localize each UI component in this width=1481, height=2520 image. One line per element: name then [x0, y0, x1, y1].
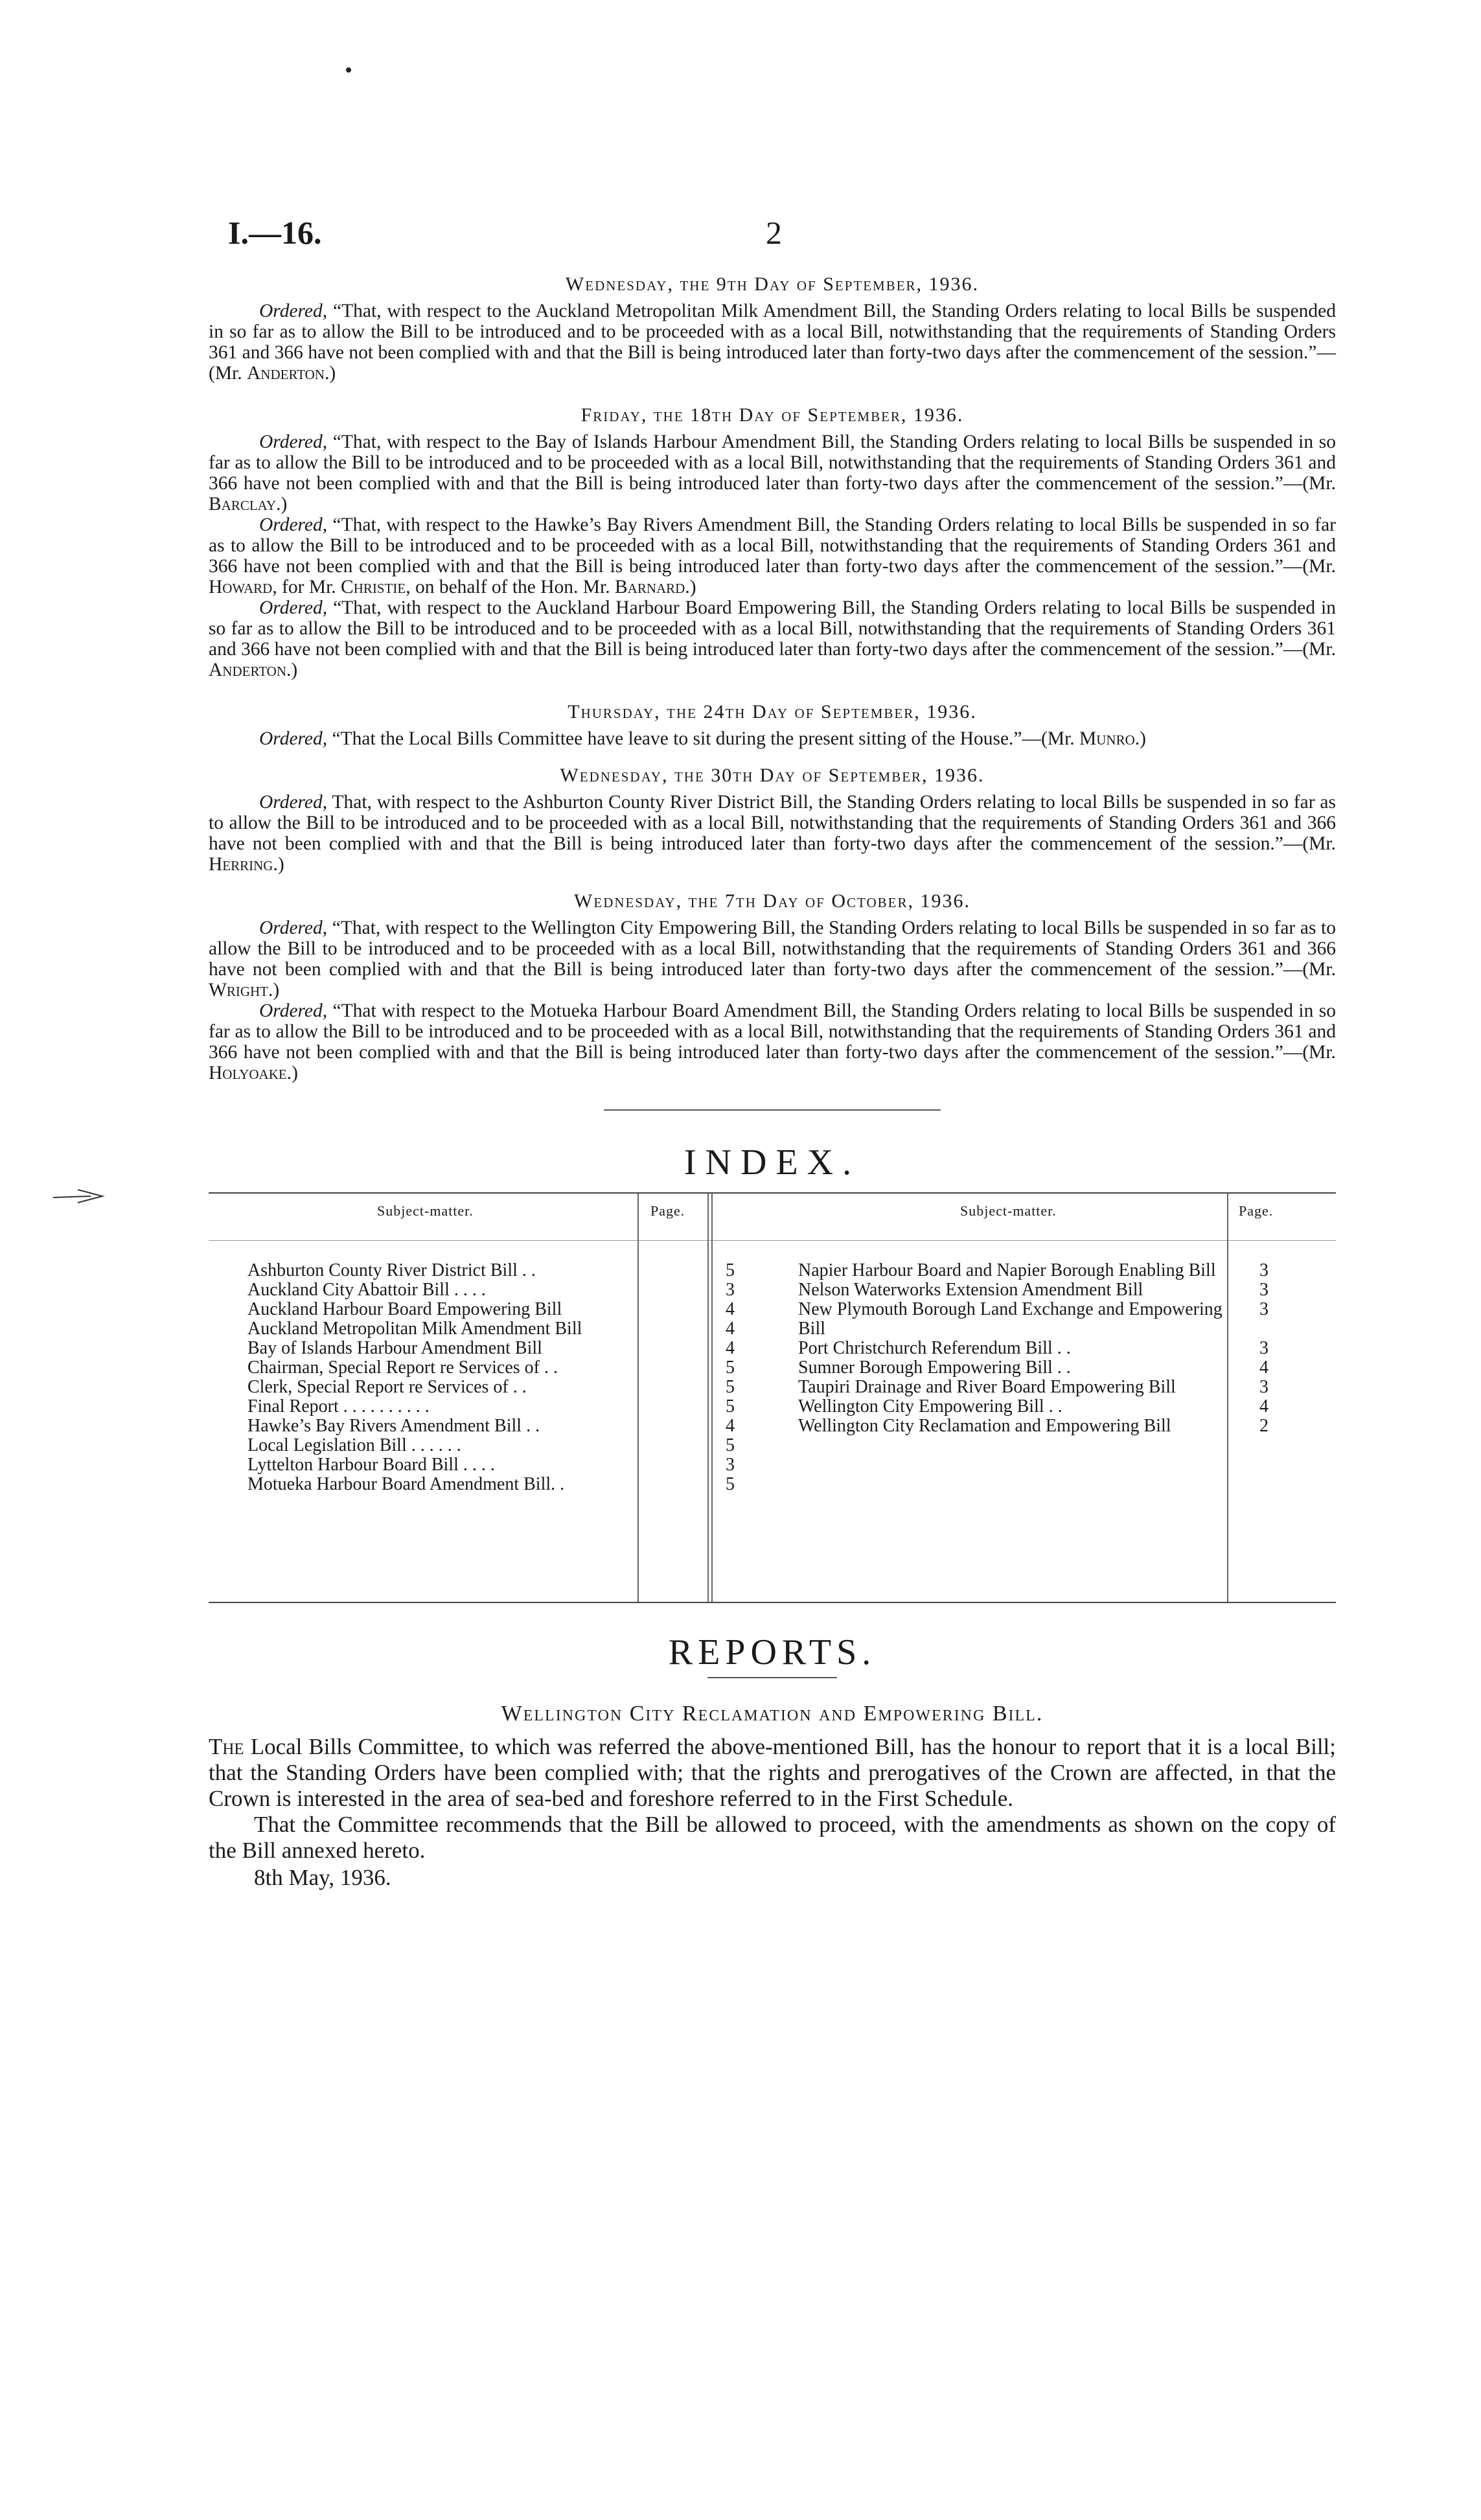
index-page: 3 [1259, 1338, 1269, 1358]
header-rule [209, 1240, 1336, 1241]
index-page: 3 [1259, 1260, 1269, 1280]
ordered-word: Ordered, [259, 597, 328, 618]
order-text: That, with respect to the Ashburton County River District Bill, the Standing Orders relating to local Bills be suspended in so far as to allow the Bill to be introduced and to be proceeded with as a local Bill, notwithstanding that the requirements of Standing Orders 361 and 366 have not been complied with and that the Bill is being introduced later than forty-two days after the commencement of the session.”—(Mr. [209, 792, 1337, 854]
ordered-word: Ordered, [259, 728, 328, 749]
ordered-word: Ordered, [259, 1000, 328, 1021]
order-text: “That, with respect to the Bay of Islands Harbour Amendment Bill, the Standing Orders relating to local Bills be suspended in so far as to allow the Bill to be introduced and to be proceeded with as a local Bill, notwithstanding that the requirements of Standing Orders 361 and 366 have not been complied with and that the Bill is being introduced later than forty-two days after the commencement of the session.”—(Mr. [209, 432, 1336, 494]
list-item [247, 1475, 818, 1494]
list-item [247, 1416, 818, 1436]
index-page: 5 [726, 1396, 735, 1416]
order-end: .) [325, 363, 336, 384]
index-page: 5 [726, 1435, 735, 1455]
date-heading: Wednesday, the 9th Day of September, 1936. [565, 273, 980, 295]
order-paragraph [209, 597, 1336, 680]
list-item [247, 1397, 818, 1416]
index-page: 3 [726, 1455, 735, 1475]
order-text: “That, with respect to the Wellington City Empowering Bill, the Standing Orders relating to local Bills be suspended in so far as to allow the Bill to be introduced and to be proceeded with as a local Bill, notwithstanding that the requirements of Standing Orders 361 and 366 have not been complied with and that the Bill is being introduced later than forty-two days after the commencement of the session.”—(Mr. [209, 918, 1336, 980]
ordered-word: Ordered, [259, 432, 328, 452]
list-item [798, 1300, 1316, 1339]
order-text: “That, with respect to the Hawke’s Bay Rivers Amendment Bill, the Standing Orders relating to local Bills be suspended in so far as to allow the Bill to be introduced and to be proceeded with as a local Bill, notwithstanding that the requirements of Standing Orders 361 and 366 have not been complied with and that the Bill is being introduced later than forty-two days after the commencement of the session.”—(Mr. [209, 514, 1337, 577]
index-subject: Ashburton County River District Bill . . [247, 1260, 536, 1280]
date-heading: Friday, the 18th Day of September, 1936. [580, 404, 964, 426]
index-subject: Motueka Harbour Board Amendment Bill. . [247, 1474, 565, 1494]
ordered-word: Ordered, [259, 792, 328, 813]
index-subject: Local Legislation Bill . . . . . . [247, 1435, 461, 1455]
order-paragraph [209, 301, 1336, 384]
list-item [798, 1358, 1316, 1378]
index-page: 3 [1259, 1299, 1269, 1319]
index-list-left [247, 1261, 818, 1494]
index-subject: Final Report . . . . . . . . . . [247, 1396, 430, 1416]
list-item [247, 1319, 818, 1339]
list-item [247, 1358, 818, 1378]
member-name: Howard [209, 577, 273, 597]
report-paragraph: That the Committee recommends that the Bill be allowed to proceed, with the amendments as shown on the copy of the Bill annexed hereto. [209, 1812, 1336, 1863]
page-header [228, 214, 1342, 253]
document-reference: I.—16. [228, 214, 322, 251]
report-lead-word: The [209, 1734, 244, 1759]
document-body [209, 272, 1336, 1892]
order-end: .) [1134, 728, 1146, 749]
index-subject: Port Christchurch Referendum Bill . . [798, 1338, 1071, 1358]
index-subject: Hawke’s Bay Rivers Amendment Bill . . [247, 1416, 540, 1436]
index-subject: Nelson Waterworks Extension Amendment Bill [798, 1280, 1143, 1300]
list-item [247, 1280, 818, 1300]
index-subject: Lyttelton Harbour Board Bill . . . . [247, 1455, 495, 1475]
member-name: Holyoake [209, 1063, 287, 1083]
list-item [247, 1300, 818, 1319]
index-title: INDEX. [683, 1142, 861, 1183]
index-page: 5 [726, 1358, 735, 1378]
index-subject: Taupiri Drainage and River Board Empowering Bill [798, 1377, 1176, 1397]
index-page: 4 [1259, 1396, 1269, 1416]
index-subject: Wellington City Empowering Bill . . [798, 1396, 1062, 1416]
order-text: “That, with respect to the Auckland Metropolitan Milk Amendment Bill, the Standing Orders relating to local Bills be suspended in so far as to allow the Bill to be introduced and to be proceeded with as a local Bill, notwithstanding that the requirements of Standing Orders 361 and 366 have not been complied with and that the Bill is being introduced later than forty-two days after the commencement of the session.”—(Mr. [209, 301, 1337, 384]
index-page: 5 [726, 1260, 735, 1280]
column-header-page: Page. [650, 1203, 685, 1219]
order-end: .) [286, 1063, 298, 1083]
order-end: .) [286, 660, 298, 680]
index-page: 5 [726, 1377, 735, 1397]
margin-arrow-mark [52, 1186, 110, 1205]
order-end: .) [685, 577, 696, 597]
order-paragraph [209, 432, 1336, 514]
ink-speck [346, 67, 351, 73]
index-list-right [798, 1261, 1316, 1436]
page-number: 2 [766, 214, 782, 251]
index-page: 3 [726, 1280, 735, 1300]
index-subject: Sumner Borough Empowering Bill . . [798, 1358, 1071, 1378]
index-subject: Bay of Islands Harbour Amendment Bill [247, 1338, 542, 1358]
list-item [247, 1378, 818, 1397]
order-paragraph [209, 1000, 1336, 1083]
index-page: 5 [726, 1474, 735, 1494]
list-item [798, 1416, 1316, 1436]
order-end: .) [276, 494, 288, 514]
ordered-word: Ordered, [259, 514, 328, 535]
report-heading: Wellington City Reclamation and Empowering Bill. [501, 1702, 1044, 1726]
column-header-subject: Subject-matter. [960, 1203, 1057, 1219]
index-page: 2 [1259, 1416, 1269, 1436]
member-name: Barclay [209, 494, 277, 514]
member-name: Christie [341, 577, 406, 597]
reports-title: REPORTS. [668, 1632, 877, 1672]
list-item [798, 1397, 1316, 1416]
date-heading: Wednesday, the 30th Day of September, 1936. [560, 765, 985, 786]
member-name: Anderton [247, 363, 325, 384]
member-name: Wright [209, 980, 269, 1000]
ordered-word: Ordered, [259, 301, 328, 321]
index-page: 4 [1259, 1358, 1269, 1378]
ordered-word: Ordered, [259, 918, 328, 938]
index-page: 4 [726, 1319, 735, 1339]
order-text: , on behalf of the Hon. Mr. [406, 577, 615, 597]
index-subject: Chairman, Special Report re Services of . . [247, 1358, 558, 1378]
order-text: “That, with respect to the Auckland Harbour Board Empowering Bill, the Standing Orders relating to local Bills be suspended in so far as to allow the Bill to be introduced and to be proceeded with as a local Bill, notwithstanding that the requirements of Standing Orders 361 and 366 have not been complied with and that the Bill is being introduced later than forty-two days after the commencement of the session.”—(Mr. [209, 597, 1336, 660]
list-item [247, 1339, 818, 1358]
column-header-subject: Subject-matter. [377, 1203, 474, 1219]
order-paragraph [209, 792, 1336, 875]
order-text: “That the Local Bills Committee have leave to sit during the present sitting of the House.”—(Mr. [332, 728, 1080, 749]
report-text: Local Bills Committee, to which was referred the above-mentioned Bill, has the honour to report that it is a local Bill; that the Standing Orders have been complied with; that the rights and prerogatives of the Crown are affected, in that the Crown is interested in the area of sea-bed and foreshore referred to in the First Schedule. [209, 1734, 1336, 1811]
order-text: , for Mr. [272, 577, 341, 597]
member-name: Barnard [615, 577, 685, 597]
order-end: .) [273, 854, 284, 875]
list-item [798, 1261, 1316, 1280]
index-subject: Auckland Metropolitan Milk Amendment Bill [247, 1319, 582, 1339]
index-page: 3 [1259, 1377, 1269, 1397]
order-text: “That with respect to the Motueka Harbour Board Amendment Bill, the Standing Orders relating to local Bills be suspended in so far as to allow the Bill to be introduced and to be proceeded with as a local Bill, notwithstanding that the requirements of Standing Orders 361 and 366 have not been complied with and that the Bill is being introduced later than forty-two days after the commencement of the session.”—(Mr. [209, 1000, 1337, 1063]
title-underline [707, 1677, 837, 1678]
index-subject: New Plymouth Borough Land Exchange and Empowering Bill [798, 1299, 1223, 1339]
index-subject: Napier Harbour Board and Napier Borough Enabling Bill [798, 1260, 1216, 1280]
order-end: .) [268, 980, 280, 1000]
list-item [247, 1261, 818, 1280]
index-page: 4 [726, 1338, 735, 1358]
member-name: Herring [209, 854, 273, 875]
list-item [798, 1339, 1316, 1358]
member-name: Munro [1079, 728, 1135, 749]
report-date: 8th May, 1936. [254, 1865, 391, 1890]
date-heading: Thursday, the 24th Day of September, 1936. [568, 701, 977, 722]
member-name: Anderton [209, 660, 286, 680]
index-page: 4 [726, 1299, 735, 1319]
order-paragraph [209, 514, 1336, 597]
list-item [247, 1455, 818, 1475]
list-item [798, 1280, 1316, 1300]
index-page: 4 [726, 1416, 735, 1436]
index-table [209, 1192, 1336, 1603]
index-subject: Wellington City Reclamation and Empowering Bill [798, 1416, 1171, 1436]
index-subject: Auckland City Abattoir Bill . . . . [247, 1280, 486, 1300]
column-header-page: Page. [1239, 1203, 1274, 1219]
date-heading: Wednesday, the 7th Day of October, 1936. [574, 890, 970, 912]
list-item [247, 1436, 818, 1455]
order-paragraph [209, 728, 1336, 749]
order-paragraph [209, 918, 1336, 1000]
report-paragraph [209, 1734, 1336, 1812]
index-page: 3 [1259, 1280, 1269, 1300]
index-subject: Auckland Harbour Board Empowering Bill [247, 1299, 562, 1319]
index-subject: Clerk, Special Report re Services of . . [247, 1377, 527, 1397]
list-item [798, 1378, 1316, 1397]
section-separator [604, 1109, 941, 1111]
